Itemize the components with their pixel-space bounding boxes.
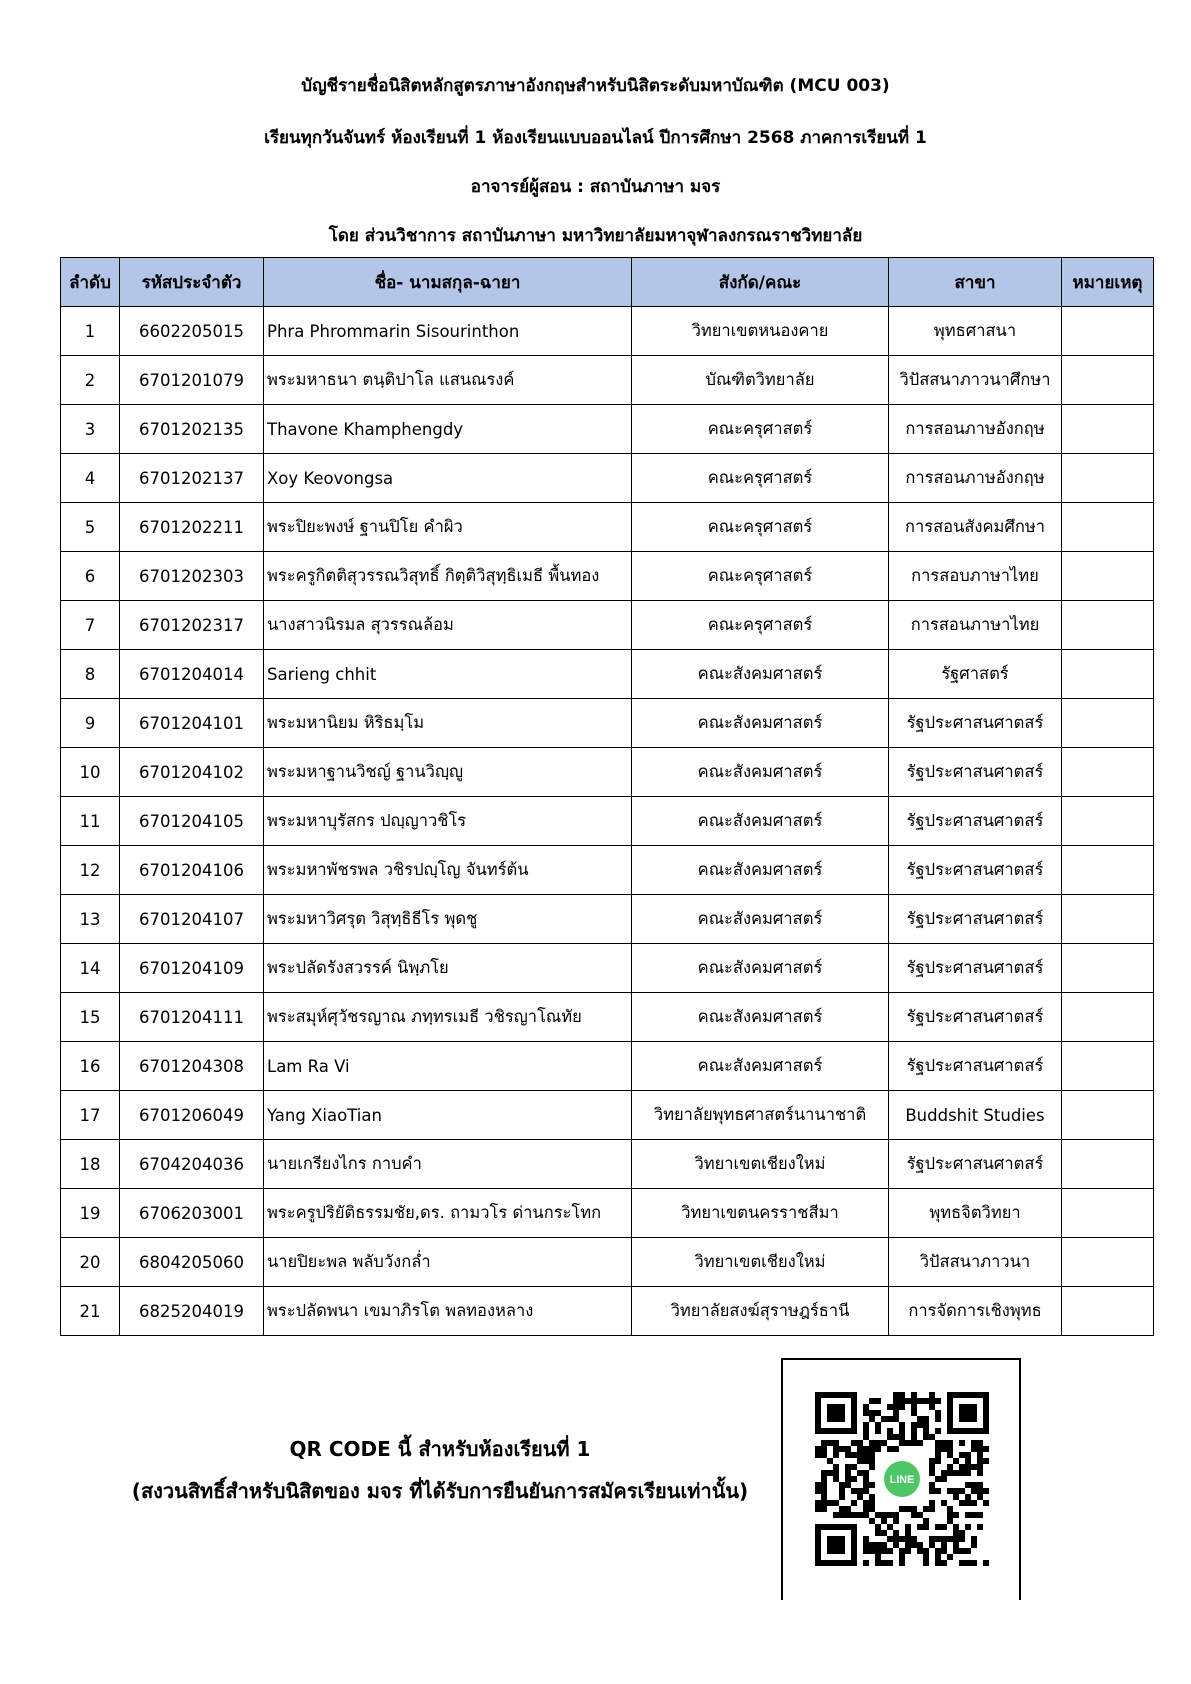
cell-note [1062, 993, 1154, 1042]
cell-student-id: 6701202211 [120, 503, 264, 552]
cell-major: รัฐประศาสนศาตสร์ [889, 797, 1062, 846]
table-row [61, 1042, 1154, 1091]
cell-student-name: พระปลัดพนา เขมาภิรโต พลทองหลาง [264, 1287, 632, 1336]
line-qr-code [815, 1392, 989, 1566]
table-row [61, 1091, 1154, 1140]
cell-row-number: 6 [61, 552, 120, 601]
cell-student-id: 6701202135 [120, 405, 264, 454]
table-body [61, 307, 1154, 1336]
cell-student-id: 6602205015 [120, 307, 264, 356]
cell-note [1062, 895, 1154, 944]
cell-student-id: 6701204101 [120, 699, 264, 748]
cell-faculty: คณะสังคมศาสตร์ [632, 944, 889, 993]
cell-note [1062, 503, 1154, 552]
cell-student-name: นายเกรียงไกร กาบคำ [264, 1140, 632, 1189]
cell-row-number: 17 [61, 1091, 120, 1140]
cell-note [1062, 1042, 1154, 1091]
cell-major: รัฐประศาสนศาตสร์ [889, 1140, 1062, 1189]
cell-row-number: 5 [61, 503, 120, 552]
cell-student-name: Lam Ra Vi [264, 1042, 632, 1091]
cell-student-name: พระมหานิยม หิริธมฺโม [264, 699, 632, 748]
table-header-row [61, 258, 1154, 307]
cell-major: การจัดการเชิงพุทธ [889, 1287, 1062, 1336]
cell-major: การสอนภาษอังกฤษ [889, 454, 1062, 503]
finder-pattern-top-right-icon [947, 1392, 989, 1434]
document-title: บัญชีรายชื่อนิสิตหลักสูตรภาษาอังกฤษสำหรับนิสิตระดับมหาบัณฑิต (MCU 003) [301, 76, 890, 96]
cell-major: รัฐประศาสนศาตสร์ [889, 846, 1062, 895]
cell-student-name: Yang XiaoTian [264, 1091, 632, 1140]
table-row [61, 1189, 1154, 1238]
cell-row-number: 10 [61, 748, 120, 797]
table-row [61, 699, 1154, 748]
cell-row-number: 3 [61, 405, 120, 454]
cell-student-id: 6701201079 [120, 356, 264, 405]
cell-student-id: 6804205060 [120, 1238, 264, 1287]
cell-student-id: 6701202303 [120, 552, 264, 601]
table-row [61, 552, 1154, 601]
qr-caption-note: (สงวนสิทธิ์สำหรับนิสิตของ มจร ที่ได้รับการยืนยันการสมัครเรียนเท่านั้น) [131, 1479, 749, 1503]
cell-row-number: 2 [61, 356, 120, 405]
cell-faculty: วิทยาลัยสงฆ์สุราษฎร์ธานี [632, 1287, 889, 1336]
table-row [61, 944, 1154, 993]
cell-note [1062, 1091, 1154, 1140]
cell-faculty: คณะครุศาสตร์ [632, 503, 889, 552]
table-row [61, 307, 1154, 356]
cell-note [1062, 650, 1154, 699]
cell-major: การสอนภาษอังกฤษ [889, 405, 1062, 454]
cell-major: การสอนภาษาไทย [889, 601, 1062, 650]
cell-row-number: 18 [61, 1140, 120, 1189]
cell-row-number: 11 [61, 797, 120, 846]
cell-student-name: พระมหาฐานวิชญ์ ฐานวิญฺญู [264, 748, 632, 797]
cell-faculty: คณะสังคมศาสตร์ [632, 895, 889, 944]
cell-note [1062, 1189, 1154, 1238]
cell-faculty: วิทยาเขตเชียงใหม่ [632, 1238, 889, 1287]
cell-note [1062, 944, 1154, 993]
cell-major: รัฐศาสตร์ [889, 650, 1062, 699]
cell-major: การสอนสังคมศึกษา [889, 503, 1062, 552]
student-roster-table [60, 257, 1154, 1336]
qr-frame [781, 1358, 1021, 1600]
cell-major: พุทธศาสนา [889, 307, 1062, 356]
cell-row-number: 16 [61, 1042, 120, 1091]
cell-student-name: Xoy Keovongsa [264, 454, 632, 503]
cell-row-number: 1 [61, 307, 120, 356]
cell-note [1062, 1287, 1154, 1336]
cell-major: พุทธจิตวิทยา [889, 1189, 1062, 1238]
cell-note [1062, 699, 1154, 748]
cell-row-number: 20 [61, 1238, 120, 1287]
cell-faculty: คณะครุศาสตร์ [632, 405, 889, 454]
cell-faculty: คณะสังคมศาสตร์ [632, 993, 889, 1042]
cell-note [1062, 797, 1154, 846]
table-row [61, 797, 1154, 846]
cell-major: Buddshit Studies [889, 1091, 1062, 1140]
column-header-no: ลำดับ [61, 258, 120, 307]
cell-row-number: 4 [61, 454, 120, 503]
cell-row-number: 7 [61, 601, 120, 650]
cell-note [1062, 307, 1154, 356]
table-row [61, 895, 1154, 944]
table-row [61, 650, 1154, 699]
cell-note [1062, 405, 1154, 454]
cell-note [1062, 748, 1154, 797]
cell-student-id: 6701204111 [120, 993, 264, 1042]
cell-major: การสอบภาษาไทย [889, 552, 1062, 601]
qr-caption-title: QR CODE นี้ สำหรับห้องเรียนที่ 1 [289, 1437, 591, 1461]
cell-row-number: 15 [61, 993, 120, 1042]
instructor-line: อาจารย์ผู้สอน : สถาบันภาษา มจร [470, 177, 721, 197]
cell-student-name: พระมหาบุรัสกร ปญฺญาวชิโร [264, 797, 632, 846]
cell-faculty: คณะครุศาสตร์ [632, 454, 889, 503]
cell-student-name: พระมหาวิศรุต วิสุทฺธิธีโร พุดชู [264, 895, 632, 944]
table-row [61, 454, 1154, 503]
table-row [61, 1287, 1154, 1336]
cell-faculty: คณะสังคมศาสตร์ [632, 650, 889, 699]
cell-row-number: 19 [61, 1189, 120, 1238]
cell-major: รัฐประศาสนศาตสร์ [889, 748, 1062, 797]
cell-row-number: 21 [61, 1287, 120, 1336]
cell-student-id: 6701202317 [120, 601, 264, 650]
cell-major: รัฐประศาสนศาตสร์ [889, 993, 1062, 1042]
cell-major: วิปัสสนาภาวนาศึกษา [889, 356, 1062, 405]
cell-faculty: คณะสังคมศาสตร์ [632, 699, 889, 748]
cell-faculty: คณะครุศาสตร์ [632, 601, 889, 650]
finder-pattern-bottom-left-icon [815, 1524, 857, 1566]
cell-faculty: บัณฑิตวิทยาลัย [632, 356, 889, 405]
cell-faculty: คณะสังคมศาสตร์ [632, 1042, 889, 1091]
line-logo-text: LINE [889, 1474, 915, 1487]
table-row [61, 405, 1154, 454]
cell-faculty: วิทยาเขตหนองคาย [632, 307, 889, 356]
cell-student-id: 6825204019 [120, 1287, 264, 1336]
cell-student-name: Sarieng chhit [264, 650, 632, 699]
cell-student-id: 6701204102 [120, 748, 264, 797]
column-header-name: ชื่อ- นามสกุล-ฉายา [264, 258, 632, 307]
table-row [61, 993, 1154, 1042]
cell-student-id: 6706203001 [120, 1189, 264, 1238]
cell-major: รัฐประศาสนศาตสร์ [889, 1042, 1062, 1091]
cell-student-name: พระปิยะพงษ์ ฐานปิโย คำผิว [264, 503, 632, 552]
cell-note [1062, 552, 1154, 601]
cell-faculty: วิทยาเขตเชียงใหม่ [632, 1140, 889, 1189]
table-row [61, 356, 1154, 405]
cell-student-id: 6701204105 [120, 797, 264, 846]
cell-student-name: พระมหาธนา ตนฺติปาโล แสนณรงค์ [264, 356, 632, 405]
cell-student-name: พระปลัดรังสวรรค์ นิพฺภโย [264, 944, 632, 993]
class-schedule-line: เรียนทุกวันจันทร์ ห้องเรียนที่ 1 ห้องเรียนแบบออนไลน์ ปีการศึกษา 2568 ภาคการเรียนที่ 1 [264, 128, 927, 148]
cell-row-number: 9 [61, 699, 120, 748]
cell-student-id: 6704204036 [120, 1140, 264, 1189]
cell-student-name: พระมหาพัชรพล วชิรปญฺโญ จันทร์ต้น [264, 846, 632, 895]
table-row [61, 748, 1154, 797]
cell-student-id: 6701204109 [120, 944, 264, 993]
cell-student-id: 6701204106 [120, 846, 264, 895]
cell-faculty: วิทยาลัยพุทธศาสตร์นานาชาติ [632, 1091, 889, 1140]
cell-row-number: 8 [61, 650, 120, 699]
cell-student-name: พระครูปริยัติธรรมชัย,ดร. ถามวโร ด่านกระโทก [264, 1189, 632, 1238]
cell-note [1062, 356, 1154, 405]
column-header-major: สาขา [889, 258, 1062, 307]
organizer-line: โดย ส่วนวิชาการ สถาบันภาษา มหาวิทยาลัยมหาจุฬาลงกรณราชวิทยาลัย [328, 226, 863, 246]
cell-student-id: 6701204308 [120, 1042, 264, 1091]
cell-student-id: 6701204014 [120, 650, 264, 699]
cell-student-id: 6701204107 [120, 895, 264, 944]
cell-note [1062, 454, 1154, 503]
cell-major: รัฐประศาสนศาตสร์ [889, 699, 1062, 748]
table-row [61, 1140, 1154, 1189]
cell-student-name: Phra Phrommarin Sisourinthon [264, 307, 632, 356]
table-row [61, 846, 1154, 895]
cell-student-name: พระครูกิตติสุวรรณวิสุทธิ์ กิตฺติวิสุทฺธิเมธี พื้นทอง [264, 552, 632, 601]
cell-student-name: นายปิยะพล พลับวังกล่ำ [264, 1238, 632, 1287]
cell-faculty: คณะครุศาสตร์ [632, 552, 889, 601]
cell-major: วิปัสสนาภาวนา [889, 1238, 1062, 1287]
cell-faculty: คณะสังคมศาสตร์ [632, 846, 889, 895]
cell-student-name: Thavone Khamphengdy [264, 405, 632, 454]
cell-student-name: พระสมุห์ศุวัชรญาณ ภทฺทรเมธี วชิรญาโณทัย [264, 993, 632, 1042]
cell-major: รัฐประศาสนศาตสร์ [889, 895, 1062, 944]
cell-note [1062, 1140, 1154, 1189]
column-header-id: รหัสประจำตัว [120, 258, 264, 307]
table-row [61, 1238, 1154, 1287]
finder-pattern-top-left-icon [815, 1392, 857, 1434]
cell-student-id: 6701206049 [120, 1091, 264, 1140]
cell-student-name: นางสาวนิรมล สุวรรณล้อม [264, 601, 632, 650]
line-logo-icon [880, 1457, 923, 1500]
cell-faculty: วิทยาเขตนครราชสีมา [632, 1189, 889, 1238]
column-header-note: หมายเหตุ [1062, 258, 1154, 307]
cell-major: รัฐประศาสนศาตสร์ [889, 944, 1062, 993]
cell-note [1062, 846, 1154, 895]
cell-student-id: 6701202137 [120, 454, 264, 503]
cell-row-number: 14 [61, 944, 120, 993]
column-header-faculty: สังกัด/คณะ [632, 258, 889, 307]
cell-faculty: คณะสังคมศาสตร์ [632, 748, 889, 797]
table-row [61, 503, 1154, 552]
cell-note [1062, 601, 1154, 650]
cell-faculty: คณะสังคมศาสตร์ [632, 797, 889, 846]
cell-row-number: 12 [61, 846, 120, 895]
cell-note [1062, 1238, 1154, 1287]
table-row [61, 601, 1154, 650]
cell-row-number: 13 [61, 895, 120, 944]
